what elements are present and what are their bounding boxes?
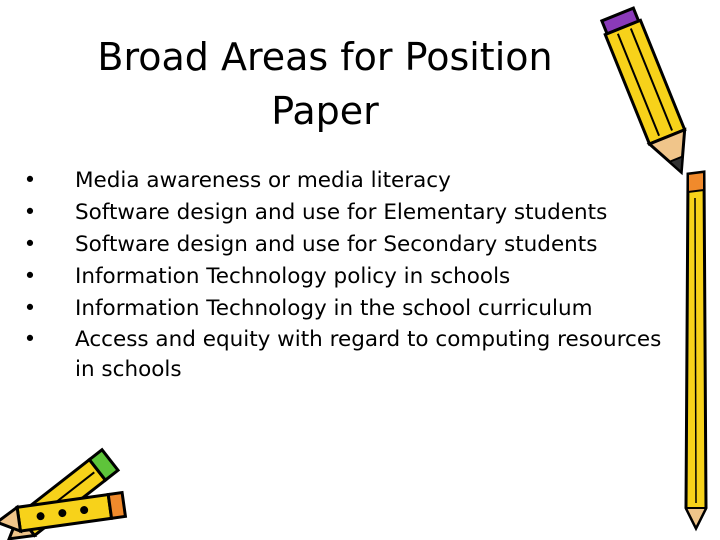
bullet-item [20, 197, 680, 229]
bullet-dot: • [23, 327, 37, 352]
pencil-icon [0, 430, 140, 540]
slide-title: Broad Areas for Position Paper [97, 35, 553, 133]
pencil-icon [590, 0, 710, 185]
bullet-dot: • [23, 264, 37, 289]
bullet-dot: • [23, 200, 37, 225]
bullet-item [20, 261, 680, 293]
bullet-text: Information Technology policy in schools [75, 264, 511, 289]
bullet-item [20, 325, 680, 385]
bullet-item [20, 229, 680, 261]
bullet-item [20, 165, 680, 197]
bullet-item [20, 293, 680, 325]
bullet-dot: • [23, 232, 37, 257]
bullet-text: Software design and use for Elementary students [75, 200, 608, 225]
bullet-text: Access and equity with regard to computing resources in schools [75, 327, 662, 382]
bullet-list [20, 165, 680, 385]
bullet-text: Information Technology in the school curriculum [75, 296, 593, 321]
pencil-icon [676, 168, 716, 533]
bullet-text: Software design and use for Secondary students [75, 232, 598, 257]
bullet-text: Media awareness or media literacy [75, 168, 451, 193]
bullet-dot: • [23, 296, 37, 321]
bullet-dot: • [23, 168, 37, 193]
